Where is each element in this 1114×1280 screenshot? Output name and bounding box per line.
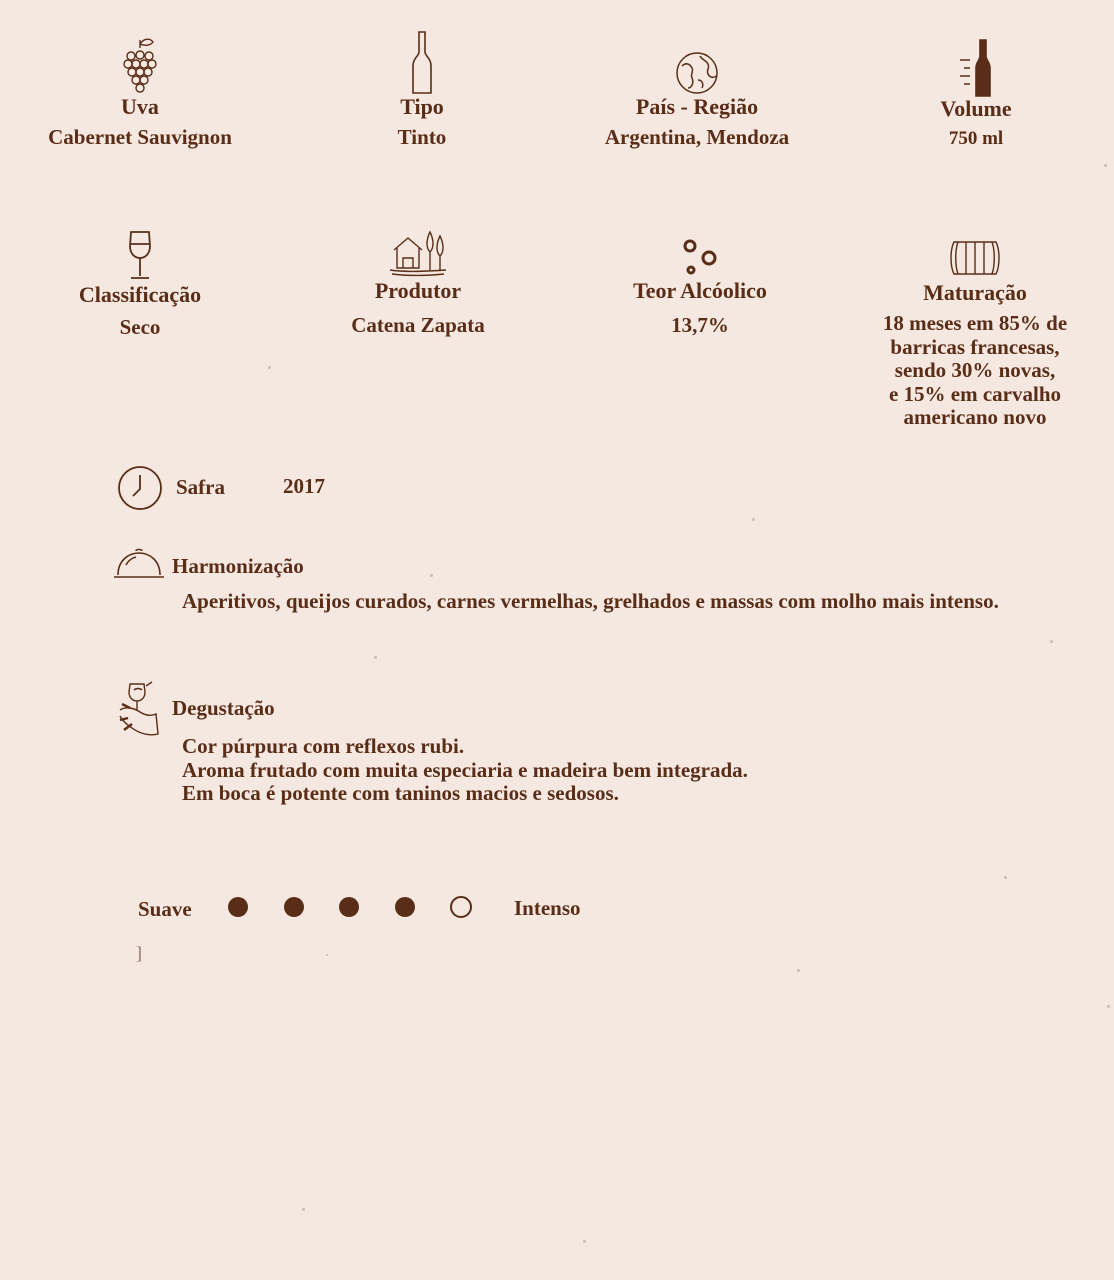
spec-label: Classificação [78, 282, 202, 307]
spec-produtor [318, 228, 518, 338]
spec-label: País - Região [635, 94, 759, 119]
spec-pais [582, 50, 812, 150]
spec-label: Volume [940, 96, 1012, 121]
intensity-dot-filled [284, 897, 304, 917]
stray-mark: ] [136, 943, 142, 963]
bubbles-icon [678, 236, 722, 280]
barrel-icon [948, 238, 1002, 278]
spec-value: 750 ml [948, 128, 1004, 149]
degustacao-label: Degustação [172, 696, 275, 720]
spec-value: 18 meses em 85% de [882, 311, 1068, 335]
bottle-volume-icon [956, 38, 996, 98]
spec-label: Produtor [374, 278, 462, 303]
bottle-icon [410, 30, 434, 96]
wine-glass-icon [125, 230, 155, 282]
degustacao-line: Cor púrpura com reflexos rubi. [182, 734, 465, 758]
intensity-dot-empty [450, 896, 472, 918]
spec-value: Catena Zapata [351, 313, 485, 337]
spec-label: Teor Alcóolico [633, 278, 767, 303]
safra-label: Safra [176, 475, 225, 499]
spec-value: Argentina, Mendoza [604, 125, 790, 149]
degustacao-line: Em boca é potente com taninos macios e sedosos. [182, 781, 619, 805]
spec-value: barricas francesas, [890, 334, 1060, 359]
intensity-min-label: Suave [138, 897, 192, 921]
intensity-dot-filled [339, 897, 359, 917]
spec-tipo [332, 30, 512, 150]
intensity-dot-filled [228, 897, 248, 917]
globe-icon [674, 50, 720, 96]
grape-icon [120, 36, 160, 96]
sommelier-icon [116, 680, 162, 740]
safra-value: 2017 [283, 474, 325, 498]
spec-value: Tinto [397, 125, 447, 149]
spec-value: Cabernet Sauvignon [48, 125, 232, 149]
winery-icon [388, 228, 448, 278]
spec-label: Maturação [923, 280, 1027, 305]
harmonizacao-label: Harmonização [172, 554, 304, 578]
degustacao-line: Aroma frutado com muita especiaria e madeira bem integrada. [182, 757, 748, 782]
degustacao-text [182, 735, 748, 806]
spec-maturacao [866, 238, 1084, 430]
clock-icon [117, 465, 163, 511]
harmonizacao-text: Aperitivos, queijos curados, carnes vermelhas, grelhados e massas com molho mais intenso. [182, 589, 999, 613]
intensity-max-label: Intenso [514, 896, 581, 920]
spec-value: 13,7% [671, 313, 729, 337]
spec-value: Seco [119, 315, 161, 339]
spec-value: americano novo [903, 405, 1047, 429]
spec-uva [30, 36, 250, 150]
spec-classificacao [50, 230, 230, 340]
spec-teor [610, 236, 790, 338]
intensity-dot-filled [395, 897, 415, 917]
cloche-icon [112, 547, 166, 581]
spec-volume [886, 38, 1066, 152]
spec-label: Tipo [400, 94, 444, 119]
spec-value: sendo 30% novas, [894, 358, 1056, 382]
spec-value: e 15% em carvalho [888, 381, 1062, 406]
spec-label: Uva [121, 94, 159, 119]
